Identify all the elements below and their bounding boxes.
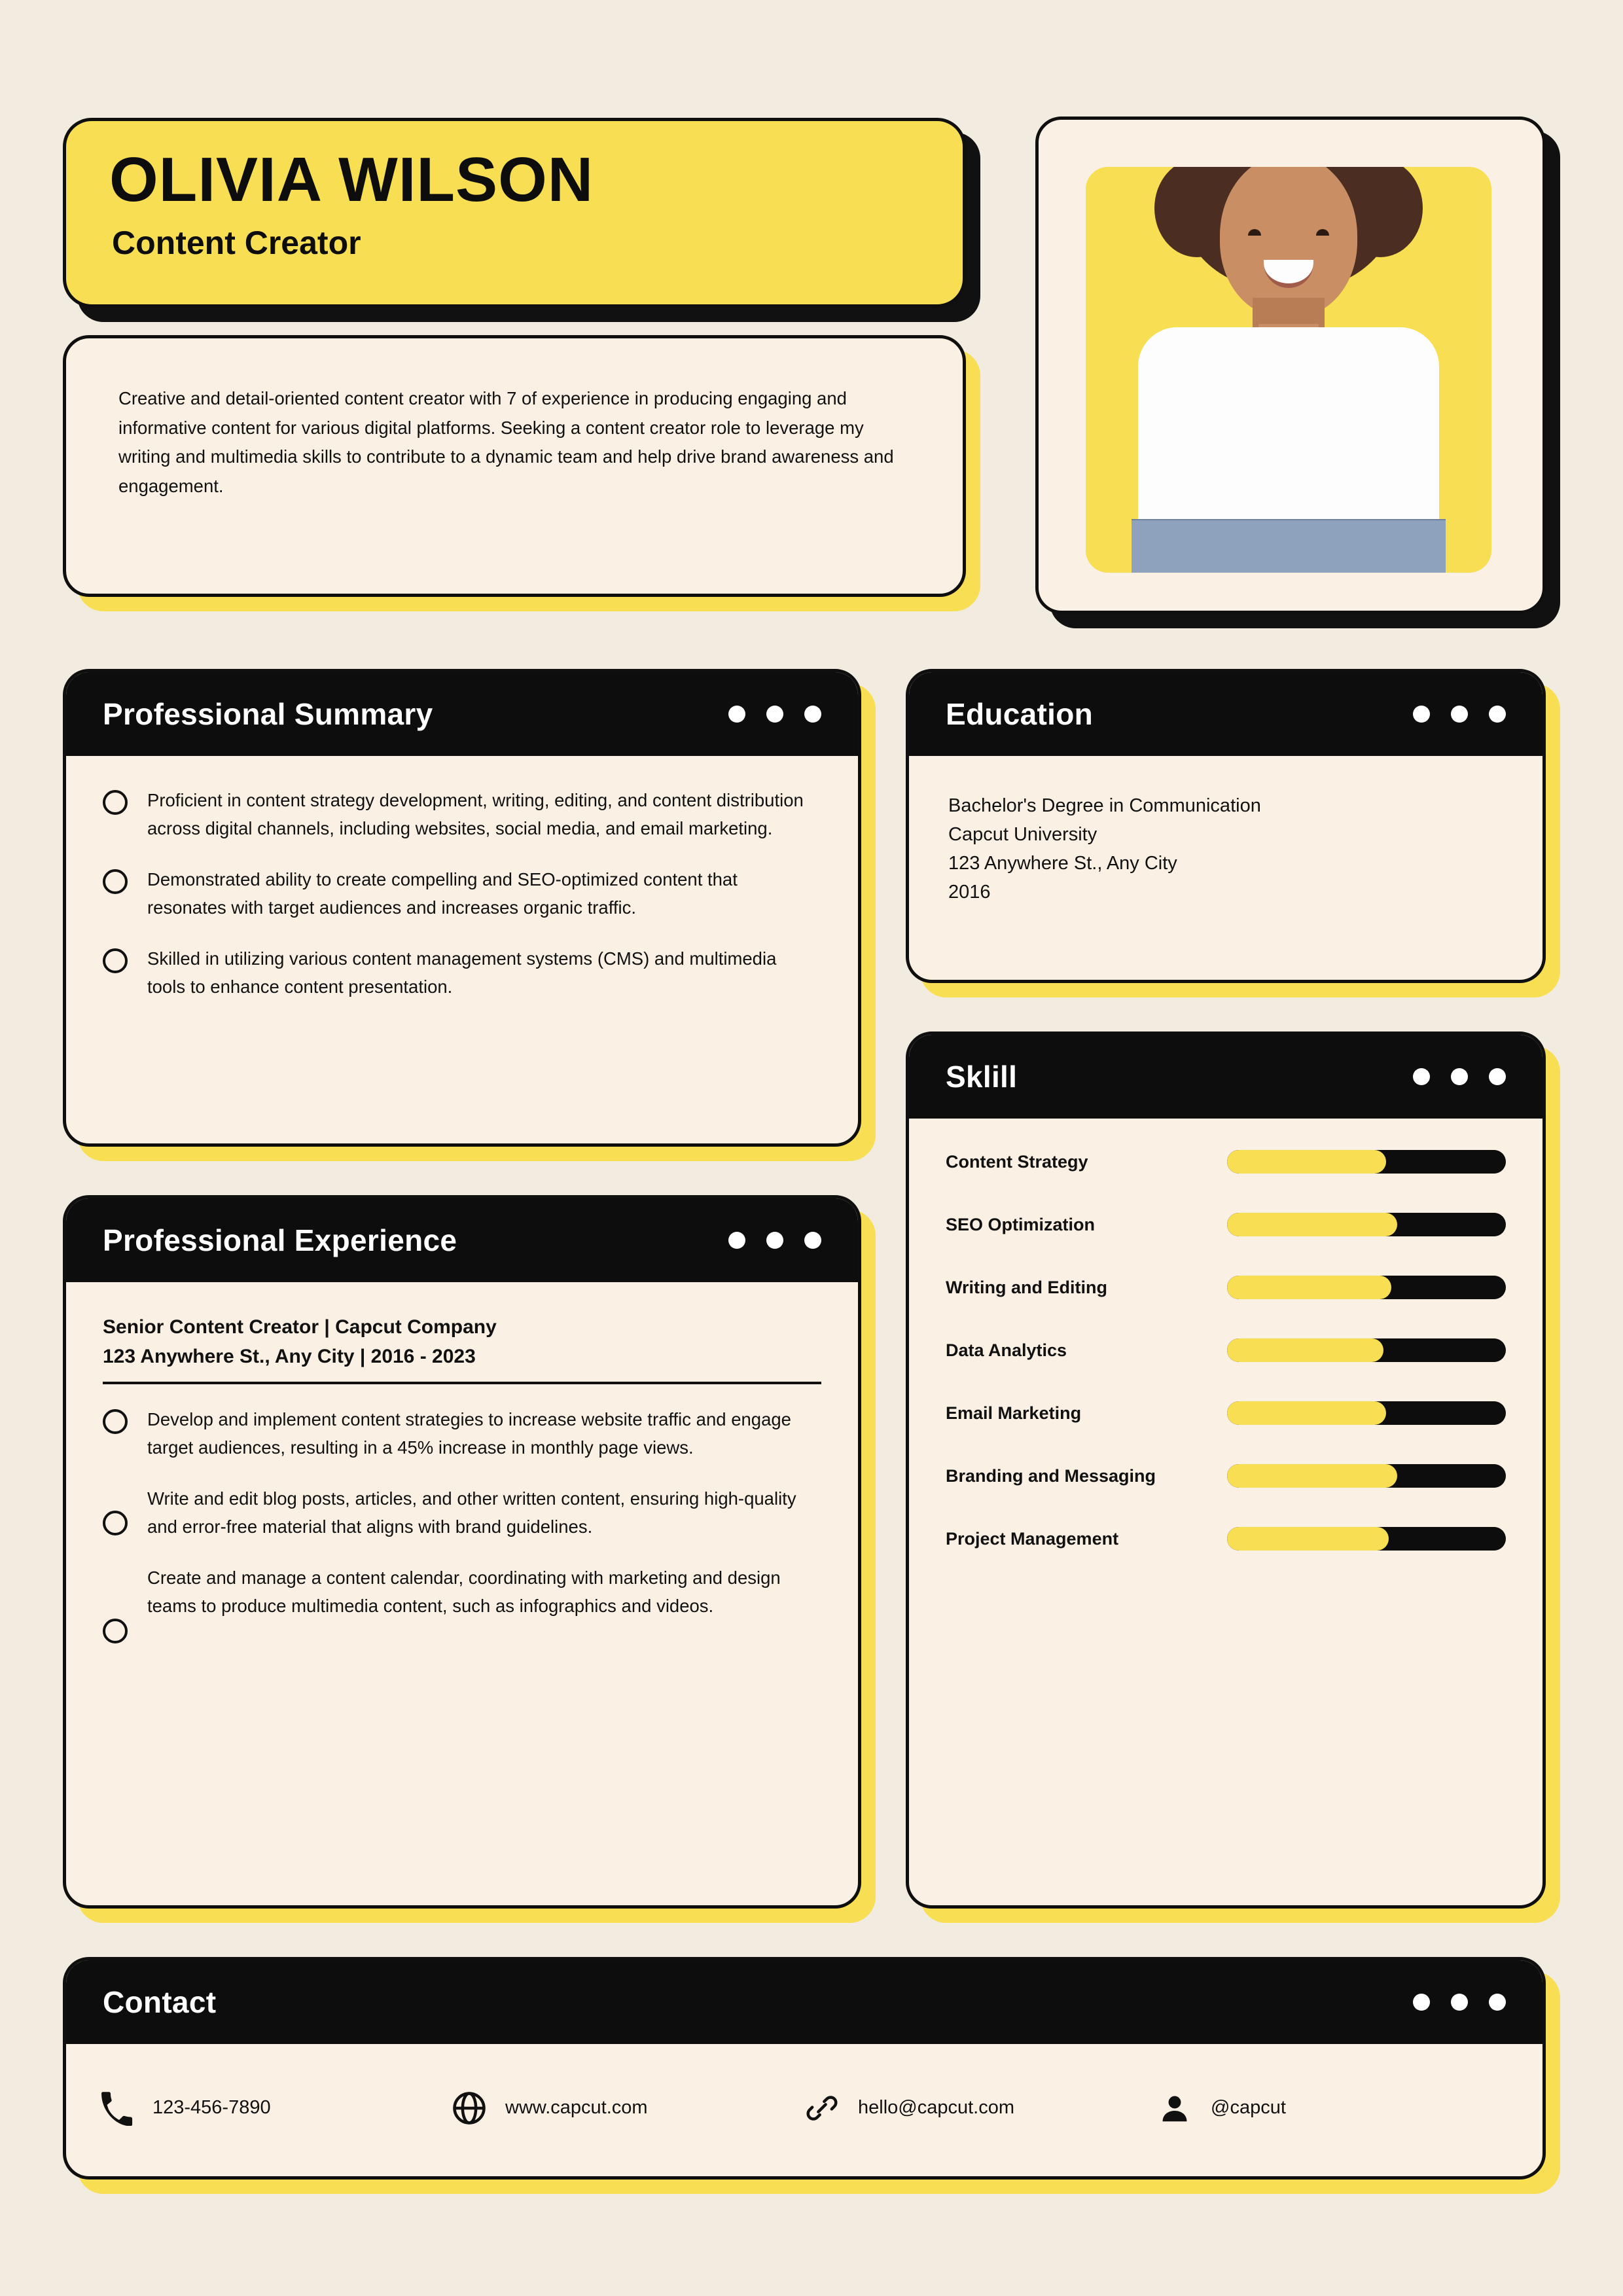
skill-bar-fill [1227, 1401, 1386, 1425]
dot-icon [1413, 1068, 1430, 1085]
window-dots [728, 706, 821, 723]
experience-role: Senior Content Creator | Capcut Company [103, 1316, 497, 1338]
window-dots [1413, 1994, 1506, 2011]
window-dots [728, 1232, 821, 1249]
profile-photo-card [1035, 117, 1546, 614]
contact-item-text: hello@capcut.com [858, 2097, 1014, 2118]
contact-item-text: 123-456-7890 [152, 2097, 271, 2118]
jeans-shape [1132, 520, 1446, 573]
summary-title: Professional Summary [103, 697, 433, 731]
skill-row [946, 1464, 1506, 1488]
list-item [103, 1484, 813, 1541]
skill-name: Data Analytics [946, 1340, 1067, 1360]
skill-bar [1227, 1276, 1506, 1299]
dot-icon [1451, 706, 1468, 723]
skill-name: SEO Optimization [946, 1214, 1096, 1234]
circle-bullet-icon [103, 869, 128, 894]
list-item [103, 944, 812, 1001]
contact-item[interactable] [804, 2090, 1157, 2126]
list-item [103, 865, 812, 922]
window-dots [1413, 1068, 1506, 1085]
summary-panel-header [66, 672, 858, 756]
user-icon [1157, 2090, 1192, 2126]
skills-panel-body [906, 1031, 1546, 1909]
skills-title: Sklill [946, 1060, 1018, 1094]
experience-title: Professional Experience [103, 1223, 457, 1257]
skill-name: Writing and Editing [946, 1277, 1107, 1297]
name-banner [63, 118, 966, 308]
skill-name: Content Strategy [946, 1151, 1088, 1172]
list-item-text: Write and edit blog posts, articles, and other written content, ensuring high-quality and error-free material that aligns with brand guidelines. [147, 1488, 796, 1537]
contact-items [66, 2044, 1543, 2172]
dot-icon [728, 706, 745, 723]
skill-bar [1227, 1401, 1506, 1425]
face-shape [1220, 167, 1357, 317]
skill-bar-fill [1227, 1464, 1397, 1488]
experience-body [66, 1282, 858, 1643]
skill-row [946, 1150, 1506, 1174]
circle-bullet-icon [103, 1619, 128, 1643]
skills-panel-header [909, 1035, 1543, 1119]
globe-icon [452, 2090, 487, 2126]
professional-summary-panel [63, 669, 861, 1147]
experience-panel-body [63, 1195, 861, 1909]
dot-icon [766, 706, 783, 723]
summary-bullet-list [66, 756, 858, 1001]
dot-icon [804, 706, 821, 723]
skill-bar [1227, 1213, 1506, 1236]
skill-bar [1227, 1464, 1506, 1488]
job-role: Content Creator [112, 224, 361, 261]
list-item-text: Proficient in content strategy development, writing, editing, and content distribution across digital channels, including websites, social media, and email marketing. [147, 790, 804, 839]
contact-item-text: @capcut [1211, 2097, 1286, 2118]
dot-icon [1413, 706, 1430, 723]
skill-row [946, 1213, 1506, 1236]
dot-icon [1413, 1994, 1430, 2011]
education-panel-body [906, 669, 1546, 983]
circle-bullet-icon [103, 790, 128, 815]
contact-card-surface [63, 1957, 1546, 2179]
experience-meta: 123 Anywhere St., Any City | 2016 - 2023 [103, 1346, 476, 1367]
skill-bar [1227, 1527, 1506, 1551]
photo-card-surface [1035, 117, 1546, 614]
skill-bar [1227, 1338, 1506, 1362]
circle-bullet-icon [103, 1409, 128, 1434]
shirt-shape [1138, 327, 1439, 543]
skills-panel [906, 1031, 1546, 1909]
list-item-text: Skilled in utilizing various content management systems (CMS) and multimedia tools to enhance content presentation. [147, 948, 777, 997]
education-address: 123 Anywhere St., Any City [948, 853, 1177, 874]
skill-bar-fill [1227, 1213, 1397, 1236]
contact-card [63, 1957, 1546, 2179]
list-item-text: Develop and implement content strategies to increase website traffic and engage target audiences, resulting in a 45% increase in monthly page views. [147, 1409, 791, 1458]
list-item [103, 1564, 813, 1643]
dot-icon [804, 1232, 821, 1249]
skill-name: Email Marketing [946, 1403, 1082, 1423]
circle-bullet-icon [103, 1511, 128, 1535]
divider [103, 1382, 821, 1384]
page-title: OLIVIA WILSON [109, 145, 594, 215]
skill-bar-fill [1227, 1150, 1386, 1174]
contact-item[interactable] [452, 2090, 804, 2126]
education-year: 2016 [948, 882, 991, 903]
list-item-text: Create and manage a content calendar, coordinating with marketing and design teams to produce multimedia content, such as infographics and videos. [147, 1567, 781, 1617]
name-banner-surface [63, 118, 966, 308]
about-box [63, 335, 966, 597]
skill-bar-fill [1227, 1527, 1389, 1551]
contact-header [66, 1960, 1543, 2044]
education-school: Capcut University [948, 824, 1097, 846]
window-dots [1413, 706, 1506, 723]
person-illustration [1086, 167, 1491, 573]
experience-bullet-list [103, 1388, 821, 1643]
dot-icon [1489, 1994, 1506, 2011]
experience-panel-header [66, 1198, 858, 1282]
education-panel [906, 669, 1546, 983]
contact-item[interactable] [1157, 2090, 1510, 2126]
skill-row [946, 1276, 1506, 1299]
dot-icon [1489, 1068, 1506, 1085]
skill-row [946, 1401, 1506, 1425]
dot-icon [766, 1232, 783, 1249]
skill-name: Branding and Messaging [946, 1465, 1156, 1486]
education-title: Education [946, 697, 1094, 731]
circle-bullet-icon [103, 948, 128, 973]
skill-row [946, 1338, 1506, 1362]
list-item [103, 786, 812, 843]
skill-row [946, 1527, 1506, 1551]
contact-title: Contact [103, 1985, 217, 2019]
professional-experience-panel [63, 1195, 861, 1909]
about-text: Creative and detail-oriented content creator with 7 of experience in producing engaging and informative content for various digital platforms. Seeking a content creator role to leverage my writing and multimedia skills to contribute to a dynamic team and help drive brand awareness and engagement. [118, 388, 894, 496]
education-degree: Bachelor's Degree in Communication [948, 795, 1261, 816]
dot-icon [728, 1232, 745, 1249]
skill-bar-fill [1227, 1276, 1391, 1299]
education-body [909, 756, 1543, 906]
skills-list [909, 1119, 1543, 1551]
link-icon [804, 2090, 840, 2126]
education-panel-header [909, 672, 1543, 756]
list-item [103, 1405, 813, 1462]
contact-item[interactable] [99, 2090, 452, 2126]
contact-item-text: www.capcut.com [505, 2097, 648, 2118]
skill-name: Project Management [946, 1528, 1119, 1549]
dot-icon [1451, 1068, 1468, 1085]
dot-icon [1451, 1994, 1468, 2011]
about-box-surface [63, 335, 966, 597]
list-item-text: Demonstrated ability to create compelling and SEO-optimized content that resonates with target audiences and increases organic traffic. [147, 869, 738, 918]
dot-icon [1489, 706, 1506, 723]
summary-panel-body [63, 669, 861, 1147]
avatar [1086, 167, 1491, 573]
skill-bar [1227, 1150, 1506, 1174]
phone-icon [99, 2090, 134, 2126]
skill-bar-fill [1227, 1338, 1383, 1362]
